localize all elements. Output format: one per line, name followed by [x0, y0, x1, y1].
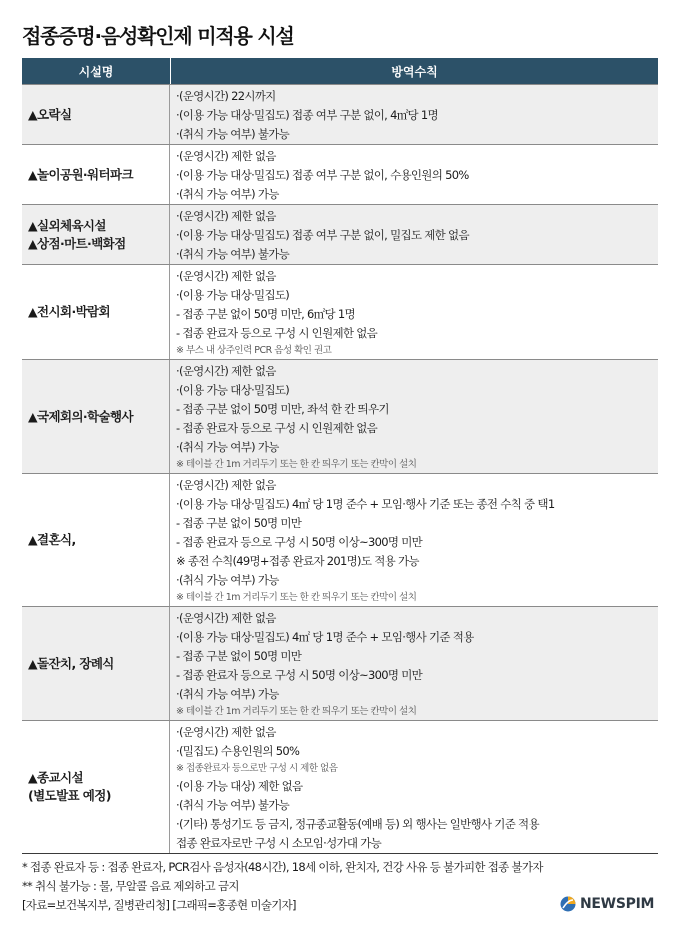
footnote-vaccinated: * 접종 완료자 등 : 접종 완료자, PCR검사 음성자(48시간), 18세 이하, 완치자, 건강 사유 등 불가피한 접종 불가자	[22, 860, 543, 874]
header-facility-name: 시설명	[22, 58, 171, 84]
rules-cell	[170, 607, 658, 720]
rule-line: ·(이용 가능 대상·밀집도) 4㎡ 당 1명 준수 + 모임·행사 기준 적용	[176, 630, 474, 644]
rule-note: ※ 접종완료자 등으로만 구성 시 제한 없음	[176, 763, 338, 774]
rule-line: ·(이용 가능 대상·밀집도) 접종 여부 구분 없이, 4㎡당 1명	[176, 108, 438, 122]
rule-line: ·(취식 가능 여부) 가능	[176, 687, 279, 701]
facility-name: ▲돌잔치, 장례식	[28, 655, 114, 671]
rule-line: ·(운영시간) 제한 없음	[176, 725, 276, 739]
rules-cell	[170, 205, 658, 264]
facility-name: ▲결혼식,	[28, 532, 76, 547]
table-row	[22, 144, 658, 204]
rules-cell	[170, 145, 658, 204]
logo-text: NEWSPIM	[580, 896, 655, 912]
table-row	[22, 204, 658, 264]
table-row	[22, 720, 658, 853]
facility-name: ▲상점·마트·백화점	[28, 235, 126, 251]
rule-line: ·(이용 가능 대상·밀집도)	[176, 383, 290, 397]
rule-line: ·(밀집도) 수용인원의 50%	[176, 744, 300, 758]
rules-cell	[170, 360, 658, 473]
facility-name-cell	[22, 145, 170, 204]
facility-name: ▲국제회의·학술행사	[28, 408, 133, 424]
facility-name: ▲실외체육시설	[28, 217, 106, 233]
rule-line: ·(운영시간) 제한 없음	[176, 269, 276, 283]
rule-line: - 접종 구분 없이 50명 미만	[176, 516, 302, 530]
facility-name: ▲오락실	[28, 106, 72, 122]
rule-note: ※ 테이블 간 1m 거리두기 또는 한 칸 띄우기 또는 칸막이 설치	[176, 706, 417, 717]
facility-name-cell	[22, 474, 170, 606]
facility-name-cell	[22, 85, 170, 144]
source-credit: [자료=보건복지부, 질병관리청] [그래픽=홍종현 미술기자]	[22, 898, 296, 912]
facility-rules-table	[22, 58, 658, 854]
table-row	[22, 473, 658, 606]
facility-name-cell	[22, 607, 170, 720]
rule-line: ·(취식 가능 여부) 불가능	[176, 798, 290, 812]
table-header	[22, 58, 658, 84]
logo-mark-icon	[560, 896, 576, 912]
footnotes	[22, 858, 543, 915]
rule-line: ·(운영시간) 제한 없음	[176, 478, 276, 492]
rule-line: - 접종 구분 없이 50명 미만, 6㎡당 1명	[176, 307, 355, 321]
facility-name-cell	[22, 205, 170, 264]
rule-line: - 접종 완료자 등으로 구성 시 인원제한 없음	[176, 421, 378, 435]
rule-line: - 접종 완료자 등으로 구성 시 50명 이상~300명 미만	[176, 535, 423, 549]
table-row	[22, 606, 658, 720]
rules-cell	[170, 474, 658, 606]
rule-line: ·(운영시간) 제한 없음	[176, 611, 276, 625]
rule-line: ·(기타) 통성기도 등 금지, 정규종교활동(예배 등) 외 행사는 일반행사 기준 적용	[176, 817, 539, 831]
rule-line: ·(운영시간) 제한 없음	[176, 364, 276, 378]
rule-line: - 접종 구분 없이 50명 미만, 좌석 한 칸 띄우기	[176, 402, 389, 416]
facility-name: (별도발표 예정)	[28, 788, 111, 803]
rule-line: ·(이용 가능 대상) 제한 없음	[176, 779, 303, 793]
rule-line: ·(운영시간) 22시까지	[176, 89, 276, 103]
footnote-no-eating: ** 취식 불가능 : 물, 무알콜 음료 제외하고 금지	[22, 879, 239, 893]
rule-note: ※ 부스 내 상주인력 PCR 음성 확인 권고	[176, 345, 332, 356]
rule-line: ·(취식 가능 여부) 불가능	[176, 127, 290, 141]
rule-line: ·(취식 가능 여부) 가능	[176, 187, 279, 201]
rules-cell	[170, 721, 658, 853]
rule-line: - 접종 완료자 등으로 구성 시 50명 이상~300명 미만	[176, 668, 423, 682]
facility-name: ▲놀이공원·워터파크	[28, 166, 133, 182]
rule-line: ·(취식 가능 여부) 가능	[176, 440, 279, 454]
rules-cell	[170, 85, 658, 144]
rule-line: ·(취식 가능 여부) 가능	[176, 573, 279, 587]
rules-cell	[170, 265, 658, 359]
header-rules: 방역수칙	[391, 64, 438, 79]
rule-line: ·(이용 가능 대상·밀집도) 접종 여부 구분 없이, 밀집도 제한 없음	[176, 228, 469, 242]
facility-name: ▲종교시설	[28, 770, 83, 785]
facility-name-cell	[22, 265, 170, 359]
newspim-logo	[560, 896, 654, 912]
facility-name: ▲전시회·박람회	[28, 304, 111, 319]
rule-line: 접종 완료자로만 구성 시 소모임·성가대 가능	[176, 836, 382, 850]
rule-line: ·(이용 가능 대상·밀집도) 4㎡ 당 1명 준수 + 모임·행사 기준 또는 종전 수칙 중 택1	[176, 497, 555, 511]
facility-name-cell	[22, 360, 170, 473]
rule-line: ·(운영시간) 제한 없음	[176, 209, 276, 223]
rule-line: ※ 종전 수칙(49명+접종 완료자 201명)도 적용 가능	[176, 554, 419, 568]
rule-note: ※ 테이블 간 1m 거리두기 또는 한 칸 띄우기 또는 칸막이 설치	[176, 459, 417, 470]
rule-line: ·(운영시간) 제한 없음	[176, 149, 276, 163]
table-body	[22, 84, 658, 853]
table-row	[22, 84, 658, 144]
rule-line: ·(취식 가능 여부) 불가능	[176, 247, 290, 261]
rule-line: - 접종 완료자 등으로 구성 시 인원제한 없음	[176, 326, 378, 340]
rule-note: ※ 테이블 간 1m 거리두기 또는 한 칸 띄우기 또는 칸막이 설치	[176, 592, 417, 603]
table-row	[22, 359, 658, 473]
rule-line: ·(이용 가능 대상·밀집도) 접종 여부 구분 없이, 수용인원의 50%	[176, 168, 469, 182]
rule-line: - 접종 구분 없이 50명 미만	[176, 649, 302, 663]
rule-line: ·(이용 가능 대상·밀집도)	[176, 288, 290, 302]
page-title: 접종증명·음성확인제 미적용 시설	[22, 24, 294, 48]
facility-name-cell	[22, 721, 170, 853]
table-row	[22, 264, 658, 359]
